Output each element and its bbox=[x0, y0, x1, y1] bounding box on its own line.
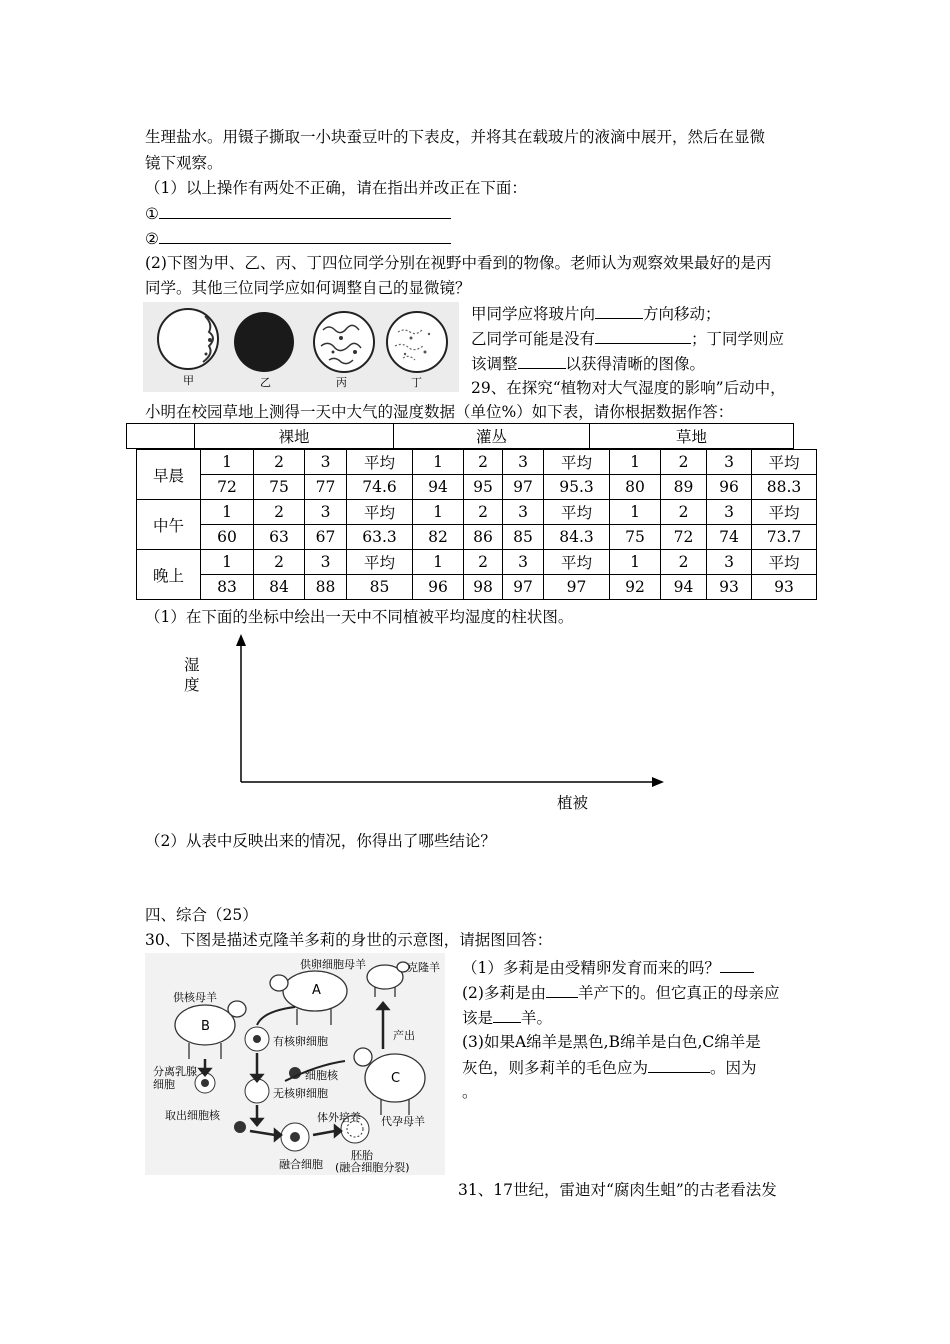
header-empty bbox=[127, 424, 195, 449]
view-yi bbox=[234, 312, 294, 372]
value-cell: 96 bbox=[413, 575, 464, 600]
microscope-views-image bbox=[143, 302, 459, 392]
value-cell: 77 bbox=[305, 475, 347, 500]
intro-line-2: 镜下观察。 bbox=[145, 154, 223, 172]
value-cell: 95.3 bbox=[544, 475, 610, 500]
index-header-cell: 平均 bbox=[544, 550, 610, 575]
table-row-values bbox=[137, 525, 817, 550]
index-header-cell: 1 bbox=[413, 450, 464, 475]
value-cell: 63.3 bbox=[347, 525, 413, 550]
answer-1-marker: ① bbox=[145, 205, 159, 223]
index-header-cell: 2 bbox=[661, 500, 707, 525]
q30-2-text-b: 羊产下的。但它真正的母亲应 bbox=[577, 984, 780, 1002]
value-cell: 83 bbox=[201, 575, 254, 600]
q29-sub-1: （1）在下面的坐标中绘出一天中不同植被平均湿度的柱状图。 bbox=[145, 608, 574, 626]
jia-blank[interactable] bbox=[595, 303, 643, 319]
answer-2-marker: ② bbox=[145, 230, 159, 248]
value-cell: 73.7 bbox=[752, 525, 817, 550]
diagram-label-cell: 细胞 bbox=[153, 1078, 175, 1091]
value-cell: 74.6 bbox=[347, 475, 413, 500]
diagram-label-culture: 体外培养 bbox=[317, 1111, 361, 1124]
value-cell: 92 bbox=[610, 575, 661, 600]
label-yi: 乙 bbox=[260, 376, 271, 389]
humidity-data-table bbox=[136, 449, 817, 600]
index-header-cell: 2 bbox=[464, 500, 503, 525]
diagram-label-egg-donor: 供卵细胞母羊 bbox=[300, 958, 366, 971]
y-axis-label-2: 度 bbox=[184, 676, 200, 694]
diagram-label-a: A bbox=[312, 983, 321, 998]
answer-1-blank[interactable] bbox=[159, 203, 451, 219]
diagram-label-separate: 分离乳腺 bbox=[153, 1065, 197, 1078]
yi-text-b: ；丁同学则应 bbox=[691, 330, 785, 348]
value-cell: 95 bbox=[464, 475, 503, 500]
q29-line-1: 29、在探究“植物对大气湿度的影响”后动中， bbox=[471, 379, 786, 397]
index-header-cell: 3 bbox=[305, 500, 347, 525]
index-header-cell: 平均 bbox=[347, 500, 413, 525]
index-header-cell: 3 bbox=[707, 500, 752, 525]
value-cell: 97 bbox=[503, 575, 544, 600]
q30-2-text-d: 羊。 bbox=[521, 1009, 553, 1027]
value-cell: 84.3 bbox=[544, 525, 610, 550]
label-bing: 丙 bbox=[336, 376, 347, 389]
jia-answer-line[interactable] bbox=[471, 303, 721, 324]
label-jia: 甲 bbox=[183, 374, 194, 387]
index-header-cell: 3 bbox=[305, 550, 347, 575]
value-cell: 93 bbox=[707, 575, 752, 600]
answer-line-2[interactable] bbox=[145, 228, 451, 249]
q30-2-blank-2[interactable] bbox=[493, 1007, 521, 1023]
value-cell: 80 bbox=[610, 475, 661, 500]
view-ding bbox=[387, 312, 447, 372]
index-header-cell: 1 bbox=[610, 450, 661, 475]
index-header-cell: 1 bbox=[413, 550, 464, 575]
index-header-cell: 平均 bbox=[347, 550, 413, 575]
index-header-cell: 3 bbox=[305, 450, 347, 475]
index-header-cell: 2 bbox=[661, 550, 707, 575]
value-cell: 96 bbox=[707, 475, 752, 500]
yi-text-a: 乙同学可能是没有 bbox=[471, 330, 596, 348]
q30-2-blank-1[interactable] bbox=[546, 982, 578, 998]
q29-line-2: 小明在校园草地上测得一天中大气的湿度数据（单位%）如下表，请你根据数据作答： bbox=[145, 403, 734, 421]
humidity-header-table bbox=[126, 423, 794, 449]
value-cell: 97 bbox=[544, 575, 610, 600]
index-header-cell: 2 bbox=[254, 450, 305, 475]
value-cell: 86 bbox=[464, 525, 503, 550]
value-cell: 63 bbox=[254, 525, 305, 550]
index-header-cell: 1 bbox=[610, 500, 661, 525]
index-header-cell: 3 bbox=[707, 550, 752, 575]
index-header-cell: 1 bbox=[413, 500, 464, 525]
yi-answer-line[interactable] bbox=[471, 328, 784, 349]
value-cell: 84 bbox=[254, 575, 305, 600]
answer-2-blank[interactable] bbox=[159, 228, 451, 244]
q30-3-text-c: 。因为 bbox=[710, 1059, 757, 1077]
q30-3-line-3: 。 bbox=[462, 1083, 478, 1101]
q30-1-text: （1）多莉是由受精卵发育而来的吗？ bbox=[462, 959, 720, 977]
table-row-values bbox=[137, 475, 817, 500]
value-cell: 94 bbox=[413, 475, 464, 500]
diagram-label-enucleated-egg: 无核卵细胞 bbox=[273, 1087, 328, 1100]
index-header-cell: 平均 bbox=[752, 550, 817, 575]
value-cell: 97 bbox=[503, 475, 544, 500]
value-cell: 75 bbox=[610, 525, 661, 550]
q30-2-line[interactable] bbox=[462, 982, 779, 1003]
value-cell: 88.3 bbox=[752, 475, 817, 500]
diagram-label-embryo: 胚胎 bbox=[351, 1149, 373, 1162]
value-cell: 60 bbox=[201, 525, 254, 550]
sheep-c bbox=[354, 1048, 425, 1115]
diagram-label-b: B bbox=[201, 1019, 210, 1034]
q30-prompt: 30、下图是描述克隆羊多莉的身世的示意图，请据图回答： bbox=[145, 931, 553, 949]
diagram-label-fused: 融合细胞 bbox=[279, 1158, 323, 1171]
q-part2-line-2: 同学。其他三位同学应如何调整自己的显微镜？ bbox=[145, 279, 471, 297]
index-header-cell: 1 bbox=[610, 550, 661, 575]
value-cell: 75 bbox=[254, 475, 305, 500]
value-cell: 74 bbox=[707, 525, 752, 550]
label-ding: 丁 bbox=[411, 376, 422, 389]
index-header-cell: 3 bbox=[503, 500, 544, 525]
q30-3-line-1: (3)如果A绵羊是黑色,B绵羊是白色,C绵羊是 bbox=[462, 1033, 761, 1051]
index-header-cell: 2 bbox=[254, 550, 305, 575]
table-row-index bbox=[137, 500, 817, 525]
index-header-cell: 2 bbox=[254, 500, 305, 525]
diagram-label-embryo-note: (融合细胞分裂) bbox=[335, 1161, 410, 1174]
q29-sub-2: （2）从表中反映出来的情况，你得出了哪些结论？ bbox=[145, 832, 496, 850]
jia-text-b: 方向移动； bbox=[643, 305, 721, 323]
index-header-cell: 平均 bbox=[544, 500, 610, 525]
sheep-clone bbox=[367, 962, 409, 997]
q30-2-text-c: 该是 bbox=[462, 1009, 494, 1027]
x-axis-arrow bbox=[652, 777, 664, 787]
empty-coordinate-axes[interactable] bbox=[230, 630, 670, 790]
view-bing bbox=[314, 312, 374, 372]
group-shrub: 灌丛 bbox=[394, 424, 590, 449]
jia-text-a: 甲同学应将玻片向 bbox=[471, 305, 596, 323]
y-axis-arrow bbox=[236, 634, 246, 646]
diagram-label-nucleus: 细胞核 bbox=[305, 1069, 338, 1082]
dolly-clone-diagram bbox=[145, 953, 445, 1175]
index-header-cell: 平均 bbox=[544, 450, 610, 475]
index-header-cell: 2 bbox=[464, 550, 503, 575]
q30-1-blank[interactable] bbox=[720, 957, 754, 973]
value-cell: 93 bbox=[752, 575, 817, 600]
q-part2-line-1: (2)下图为甲、乙、丙、丁四位同学分别在视野中看到的物像。老师认为观察效果最好的是丙 bbox=[145, 254, 772, 272]
diagram-label-c: C bbox=[391, 1071, 401, 1086]
index-header-cell: 3 bbox=[503, 550, 544, 575]
q30-3-text-b: 灰色，则多莉羊的毛色应为 bbox=[462, 1059, 649, 1077]
value-cell: 94 bbox=[661, 575, 707, 600]
q30-2-line-2[interactable] bbox=[462, 1007, 552, 1028]
table-row-index bbox=[137, 550, 817, 575]
q30-2-text-a: (2)多莉是由 bbox=[462, 984, 546, 1002]
q-part1-prompt: （1）以上操作有两处不正确，请在指出并改正在下面： bbox=[145, 179, 527, 197]
diagram-label-surrogate: 代孕母羊 bbox=[381, 1115, 425, 1128]
index-header-cell: 平均 bbox=[752, 500, 817, 525]
q30-3-line-2[interactable] bbox=[462, 1057, 757, 1078]
value-cell: 82 bbox=[413, 525, 464, 550]
group-bare: 裸地 bbox=[195, 424, 394, 449]
table-row-index bbox=[137, 450, 817, 475]
index-header-cell: 3 bbox=[503, 450, 544, 475]
value-cell: 85 bbox=[503, 525, 544, 550]
index-header-cell: 3 bbox=[707, 450, 752, 475]
q31-text: 31、17世纪，雷迪对“腐肉生蛆”的古老看法发 bbox=[458, 1181, 777, 1199]
index-header-cell: 1 bbox=[201, 450, 254, 475]
y-axis-label-1: 湿 bbox=[184, 656, 200, 674]
time-cell: 中午 bbox=[137, 500, 201, 550]
q30-3-blank[interactable] bbox=[648, 1057, 710, 1073]
index-header-cell: 平均 bbox=[347, 450, 413, 475]
view-jia bbox=[158, 309, 218, 369]
index-header-cell: 平均 bbox=[752, 450, 817, 475]
yi-blank[interactable] bbox=[595, 328, 691, 344]
value-cell: 67 bbox=[305, 525, 347, 550]
answer-line-1[interactable] bbox=[145, 203, 451, 224]
group-grass: 草地 bbox=[590, 424, 794, 449]
x-axis-label: 植被 bbox=[557, 794, 589, 812]
ding-blank[interactable] bbox=[518, 353, 566, 369]
time-cell: 早晨 bbox=[137, 450, 201, 500]
index-header-cell: 1 bbox=[201, 550, 254, 575]
diagram-label-nucleated-egg: 有核卵细胞 bbox=[273, 1035, 328, 1048]
diagram-label-take-nucleus: 取出细胞核 bbox=[165, 1109, 220, 1122]
q30-1-line[interactable] bbox=[462, 957, 754, 978]
diagram-label-nucleus-donor: 供核母羊 bbox=[173, 991, 217, 1004]
value-cell: 98 bbox=[464, 575, 503, 600]
value-cell: 88 bbox=[305, 575, 347, 600]
value-cell: 72 bbox=[661, 525, 707, 550]
ding-text-a: 该调整 bbox=[471, 355, 518, 373]
index-header-cell: 2 bbox=[661, 450, 707, 475]
index-header-cell: 2 bbox=[464, 450, 503, 475]
diagram-label-birth: 产出 bbox=[393, 1029, 415, 1042]
section4-title: 四、综合（25） bbox=[145, 906, 258, 924]
ding-text-b: 以获得清晰的图像。 bbox=[565, 355, 706, 373]
ding-answer-line[interactable] bbox=[471, 353, 705, 374]
sheep-a bbox=[270, 971, 347, 1025]
index-header-cell: 1 bbox=[201, 500, 254, 525]
value-cell: 85 bbox=[347, 575, 413, 600]
value-cell: 72 bbox=[201, 475, 254, 500]
time-cell: 晚上 bbox=[137, 550, 201, 600]
value-cell: 89 bbox=[661, 475, 707, 500]
table-row-values bbox=[137, 575, 817, 600]
sheep-b bbox=[175, 1001, 246, 1059]
diagram-label-clone: 克隆羊 bbox=[407, 961, 440, 974]
intro-line-1: 生理盐水。用镊子撕取一小块蚕豆叶的下表皮，并将其在载玻片的液滴中展开，然后在显微 bbox=[145, 128, 766, 146]
